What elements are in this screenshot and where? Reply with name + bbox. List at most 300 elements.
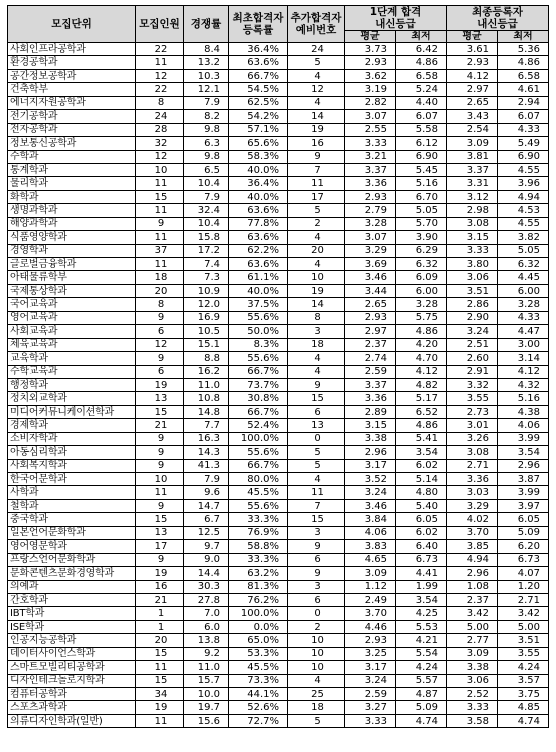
cell-quota: 11 [136, 204, 184, 217]
cell-final-max: 3.51 [498, 634, 549, 647]
cell-initial-rate: 62.5% [229, 96, 288, 109]
cell-stage1-avg: 4.46 [345, 620, 396, 633]
cell-final-max: 6.32 [498, 258, 549, 271]
cell-competition: 10.4 [184, 177, 229, 190]
cell-quota: 12 [136, 69, 184, 82]
cell-competition: 9.2 [184, 647, 229, 660]
cell-additional-number: 9 [288, 567, 345, 580]
cell-final-avg: 3.51 [447, 284, 498, 297]
cell-unit-name: 프랑스언어문화학과 [8, 553, 136, 566]
cell-stage1-avg: 3.27 [345, 701, 396, 714]
cell-competition: 7.9 [184, 96, 229, 109]
cell-stage1-avg: 1.12 [345, 580, 396, 593]
cell-stage1-max: 6.40 [396, 540, 447, 553]
cell-stage1-avg: 3.07 [345, 231, 396, 244]
cell-stage1-max: 5.58 [396, 123, 447, 136]
cell-final-avg: 3.80 [447, 258, 498, 271]
table-row [8, 486, 549, 499]
cell-final-max: 3.82 [498, 231, 549, 244]
cell-quota: 9 [136, 432, 184, 445]
cell-unit-name: 국어교육과 [8, 298, 136, 311]
cell-quota: 9 [136, 352, 184, 365]
cell-stage1-max: 5.17 [396, 392, 447, 405]
cell-quota: 28 [136, 123, 184, 136]
cell-competition: 6.7 [184, 513, 229, 526]
cell-final-max: 4.12 [498, 365, 549, 378]
cell-initial-rate: 76.2% [229, 593, 288, 606]
table-row [8, 352, 549, 365]
cell-stage1-avg: 3.73 [345, 43, 396, 56]
cell-final-max: 6.00 [498, 284, 549, 297]
cell-stage1-max: 5.05 [396, 204, 447, 217]
cell-quota: 21 [136, 593, 184, 606]
cell-additional-number: 6 [288, 553, 345, 566]
cell-final-avg: 3.61 [447, 43, 498, 56]
cell-quota: 11 [136, 177, 184, 190]
table-row [8, 190, 549, 203]
cell-stage1-max: 6.58 [396, 69, 447, 82]
cell-unit-name: 사학과 [8, 486, 136, 499]
cell-stage1-max: 4.86 [396, 325, 447, 338]
cell-stage1-max: 5.14 [396, 473, 447, 486]
cell-stage1-avg: 3.44 [345, 284, 396, 297]
cell-additional-number: 11 [288, 177, 345, 190]
cell-final-avg: 3.03 [447, 486, 498, 499]
cell-initial-rate: 65.0% [229, 634, 288, 647]
cell-unit-name: 스마트모빌리티공학과 [8, 661, 136, 674]
table-row [8, 177, 549, 190]
table-row [8, 110, 549, 123]
table-row [8, 499, 549, 512]
cell-unit-name: 의예과 [8, 580, 136, 593]
cell-competition: 7.3 [184, 271, 229, 284]
header-initial-rate [229, 6, 288, 43]
cell-unit-name: 물리학과 [8, 177, 136, 190]
cell-unit-name: 수학과 [8, 150, 136, 163]
cell-additional-number: 5 [288, 56, 345, 69]
cell-final-max: 4.85 [498, 701, 549, 714]
cell-stage1-avg: 3.17 [345, 661, 396, 674]
cell-initial-rate: 37.5% [229, 298, 288, 311]
cell-unit-name: 중국학과 [8, 513, 136, 526]
cell-unit-name: 스포츠과학과 [8, 701, 136, 714]
cell-competition: 16.2 [184, 365, 229, 378]
cell-quota: 9 [136, 553, 184, 566]
cell-final-avg: 3.32 [447, 378, 498, 391]
cell-additional-number: 10 [288, 647, 345, 660]
cell-stage1-max: 6.00 [396, 284, 447, 297]
header-stage1-max: 최저 [396, 31, 447, 43]
cell-unit-name: 화학과 [8, 190, 136, 203]
cell-competition: 15.7 [184, 674, 229, 687]
cell-initial-rate: 55.6% [229, 311, 288, 324]
cell-initial-rate: 54.5% [229, 83, 288, 96]
cell-competition: 10.0 [184, 688, 229, 701]
cell-unit-name: 간호학과 [8, 593, 136, 606]
header-competition: 경쟁률 [184, 6, 229, 43]
cell-additional-number: 5 [288, 204, 345, 217]
table-row [8, 405, 549, 418]
cell-competition: 27.8 [184, 593, 229, 606]
cell-final-avg: 4.94 [447, 553, 498, 566]
cell-initial-rate: 57.1% [229, 123, 288, 136]
table-body [8, 43, 549, 728]
cell-quota: 15 [136, 674, 184, 687]
cell-quota: 20 [136, 634, 184, 647]
cell-initial-rate: 55.6% [229, 352, 288, 365]
cell-additional-number: 3 [288, 325, 345, 338]
cell-initial-rate: 40.0% [229, 190, 288, 203]
cell-unit-name: 건축학부 [8, 83, 136, 96]
cell-final-avg: 2.51 [447, 338, 498, 351]
cell-initial-rate: 63.2% [229, 567, 288, 580]
cell-additional-number: 6 [288, 405, 345, 418]
cell-stage1-avg: 3.52 [345, 473, 396, 486]
table-row [8, 620, 549, 633]
cell-additional-number: 4 [288, 231, 345, 244]
header-additional [288, 6, 345, 43]
cell-stage1-max: 4.40 [396, 96, 447, 109]
cell-final-max: 4.47 [498, 325, 549, 338]
cell-initial-rate: 58.3% [229, 150, 288, 163]
cell-stage1-max: 6.32 [396, 258, 447, 271]
cell-stage1-avg: 3.46 [345, 271, 396, 284]
table-row [8, 311, 549, 324]
cell-stage1-max: 6.73 [396, 553, 447, 566]
header-additional-line2: 예비번호 [295, 24, 337, 36]
cell-stage1-max: 5.54 [396, 647, 447, 660]
cell-final-avg: 3.26 [447, 432, 498, 445]
cell-stage1-avg: 3.17 [345, 459, 396, 472]
cell-stage1-max: 4.25 [396, 607, 447, 620]
cell-quota: 11 [136, 661, 184, 674]
cell-final-max: 4.33 [498, 311, 549, 324]
cell-quota: 12 [136, 338, 184, 351]
cell-stage1-avg: 3.19 [345, 83, 396, 96]
cell-competition: 7.7 [184, 419, 229, 432]
cell-initial-rate: 55.6% [229, 499, 288, 512]
cell-unit-name: 일본언어문화학과 [8, 526, 136, 539]
cell-stage1-max: 6.70 [396, 190, 447, 203]
cell-stage1-max: 5.70 [396, 217, 447, 230]
cell-competition: 14.3 [184, 446, 229, 459]
cell-competition: 11.0 [184, 378, 229, 391]
cell-final-max: 6.58 [498, 69, 549, 82]
cell-final-avg: 2.52 [447, 688, 498, 701]
cell-stage1-max: 6.12 [396, 137, 447, 150]
cell-final-max: 5.16 [498, 392, 549, 405]
cell-final-avg: 2.93 [447, 56, 498, 69]
cell-final-max: 4.06 [498, 419, 549, 432]
cell-initial-rate: 33.3% [229, 513, 288, 526]
cell-competition: 7.0 [184, 607, 229, 620]
cell-quota: 10 [136, 473, 184, 486]
table-row [8, 83, 549, 96]
cell-quota: 19 [136, 378, 184, 391]
cell-unit-name: 생명과학과 [8, 204, 136, 217]
cell-final-max: 2.71 [498, 593, 549, 606]
cell-final-max: 4.55 [498, 163, 549, 176]
cell-unit-name: 의류디자인학과(일반) [8, 714, 136, 727]
cell-final-max: 4.45 [498, 271, 549, 284]
cell-final-avg: 2.37 [447, 593, 498, 606]
cell-additional-number: 9 [288, 378, 345, 391]
cell-final-avg: 2.73 [447, 405, 498, 418]
cell-competition: 41.3 [184, 459, 229, 472]
cell-final-avg: 3.85 [447, 540, 498, 553]
cell-unit-name: 공간정보공학과 [8, 69, 136, 82]
table-row [8, 432, 549, 445]
cell-stage1-avg: 3.25 [345, 647, 396, 660]
cell-stage1-max: 6.02 [396, 526, 447, 539]
cell-initial-rate: 66.7% [229, 405, 288, 418]
cell-stage1-avg: 2.97 [345, 325, 396, 338]
cell-stage1-max: 6.90 [396, 150, 447, 163]
cell-stage1-avg: 3.15 [345, 419, 396, 432]
cell-additional-number: 16 [288, 137, 345, 150]
cell-final-avg: 3.33 [447, 244, 498, 257]
cell-quota: 16 [136, 580, 184, 593]
cell-final-max: 2.94 [498, 96, 549, 109]
cell-final-avg: 2.98 [447, 204, 498, 217]
header-stage1-avg: 평균 [345, 31, 396, 43]
cell-quota: 22 [136, 43, 184, 56]
cell-final-max: 4.74 [498, 714, 549, 727]
header-final-line1: 최종등록자 [472, 6, 523, 18]
cell-quota: 9 [136, 459, 184, 472]
cell-stage1-avg: 3.37 [345, 163, 396, 176]
cell-unit-name: 사회교육과 [8, 325, 136, 338]
table-row [8, 244, 549, 257]
cell-initial-rate: 66.7% [229, 69, 288, 82]
table-row [8, 567, 549, 580]
cell-initial-rate: 36.4% [229, 177, 288, 190]
cell-quota: 6 [136, 325, 184, 338]
table-row [8, 56, 549, 69]
cell-quota: 9 [136, 217, 184, 230]
cell-stage1-avg: 2.59 [345, 365, 396, 378]
cell-quota: 21 [136, 419, 184, 432]
cell-final-avg: 3.12 [447, 190, 498, 203]
cell-stage1-avg: 3.37 [345, 378, 396, 391]
cell-stage1-max: 4.70 [396, 352, 447, 365]
cell-stage1-avg: 3.24 [345, 486, 396, 499]
cell-final-avg: 1.08 [447, 580, 498, 593]
cell-final-max: 4.94 [498, 190, 549, 203]
cell-final-avg: 2.86 [447, 298, 498, 311]
cell-quota: 17 [136, 540, 184, 553]
cell-additional-number: 2 [288, 217, 345, 230]
table-row [8, 298, 549, 311]
cell-stage1-max: 5.45 [396, 163, 447, 176]
cell-stage1-max: 6.29 [396, 244, 447, 257]
cell-quota: 11 [136, 258, 184, 271]
cell-competition: 30.3 [184, 580, 229, 593]
cell-quota: 24 [136, 110, 184, 123]
cell-competition: 9.0 [184, 553, 229, 566]
cell-competition: 6.3 [184, 137, 229, 150]
cell-competition: 7.4 [184, 258, 229, 271]
cell-competition: 13.2 [184, 56, 229, 69]
cell-quota: 15 [136, 647, 184, 660]
cell-quota: 22 [136, 83, 184, 96]
cell-stage1-max: 4.80 [396, 486, 447, 499]
cell-final-avg: 3.29 [447, 499, 498, 512]
cell-final-avg: 2.97 [447, 83, 498, 96]
cell-final-max: 5.49 [498, 137, 549, 150]
cell-quota: 11 [136, 231, 184, 244]
table-row [8, 150, 549, 163]
table-row [8, 137, 549, 150]
cell-initial-rate: 54.2% [229, 110, 288, 123]
table-row [8, 217, 549, 230]
cell-final-max: 6.73 [498, 553, 549, 566]
cell-initial-rate: 63.6% [229, 258, 288, 271]
cell-final-avg: 2.60 [447, 352, 498, 365]
cell-competition: 6.5 [184, 163, 229, 176]
cell-stage1-avg: 3.24 [345, 674, 396, 687]
cell-additional-number: 5 [288, 446, 345, 459]
cell-unit-name: 해양과학과 [8, 217, 136, 230]
cell-unit-name: 데이터사이언스학과 [8, 647, 136, 660]
cell-stage1-max: 6.42 [396, 43, 447, 56]
cell-quota: 12 [136, 150, 184, 163]
cell-additional-number: 24 [288, 43, 345, 56]
cell-competition: 16.3 [184, 432, 229, 445]
cell-unit-name: 국제통상학과 [8, 284, 136, 297]
cell-competition: 10.9 [184, 284, 229, 297]
cell-final-avg: 3.38 [447, 661, 498, 674]
cell-quota: 11 [136, 56, 184, 69]
header-final-avg: 평균 [447, 31, 498, 43]
cell-additional-number: 8 [288, 311, 345, 324]
cell-additional-number: 17 [288, 190, 345, 203]
table-row [8, 540, 549, 553]
cell-additional-number: 10 [288, 634, 345, 647]
cell-initial-rate: 81.3% [229, 580, 288, 593]
cell-initial-rate: 53.3% [229, 647, 288, 660]
cell-additional-number: 10 [288, 271, 345, 284]
header-final-grade [447, 6, 549, 31]
cell-initial-rate: 100.0% [229, 432, 288, 445]
cell-unit-name: 에너지자원공학과 [8, 96, 136, 109]
cell-additional-number: 4 [288, 674, 345, 687]
cell-competition: 32.4 [184, 204, 229, 217]
cell-final-max: 3.14 [498, 352, 549, 365]
cell-additional-number: 9 [288, 540, 345, 553]
cell-quota: 8 [136, 298, 184, 311]
cell-unit-name: 디자인테크놀로지학과 [8, 674, 136, 687]
cell-final-max: 4.24 [498, 661, 549, 674]
cell-final-avg: 3.81 [447, 150, 498, 163]
cell-quota: 13 [136, 526, 184, 539]
cell-final-avg: 3.42 [447, 607, 498, 620]
cell-stage1-max: 6.52 [396, 405, 447, 418]
cell-initial-rate: 63.6% [229, 231, 288, 244]
cell-final-max: 5.09 [498, 526, 549, 539]
table-header [8, 6, 549, 43]
cell-final-avg: 2.54 [447, 123, 498, 136]
cell-final-max: 3.57 [498, 674, 549, 687]
cell-competition: 7.9 [184, 473, 229, 486]
cell-stage1-avg: 3.62 [345, 69, 396, 82]
cell-stage1-max: 6.07 [396, 110, 447, 123]
cell-initial-rate: 63.6% [229, 204, 288, 217]
cell-final-avg: 3.70 [447, 526, 498, 539]
cell-initial-rate: 72.7% [229, 714, 288, 727]
cell-quota: 11 [136, 486, 184, 499]
cell-unit-name: 소비자학과 [8, 432, 136, 445]
cell-initial-rate: 45.5% [229, 661, 288, 674]
table-row [8, 284, 549, 297]
cell-additional-number: 7 [288, 163, 345, 176]
cell-competition: 9.7 [184, 540, 229, 553]
table-row [8, 271, 549, 284]
table-row [8, 338, 549, 351]
table-row [8, 593, 549, 606]
cell-additional-number: 20 [288, 244, 345, 257]
cell-quota: 9 [136, 311, 184, 324]
cell-competition: 9.8 [184, 150, 229, 163]
header-initial-rate-line1: 최초합격자 [232, 12, 284, 24]
cell-unit-name: 미디어커뮤니케이션학과 [8, 405, 136, 418]
cell-final-max: 4.32 [498, 378, 549, 391]
cell-quota: 19 [136, 701, 184, 714]
cell-initial-rate: 52.6% [229, 701, 288, 714]
cell-competition: 8.4 [184, 43, 229, 56]
cell-stage1-max: 4.74 [396, 714, 447, 727]
cell-final-avg: 4.02 [447, 513, 498, 526]
cell-unit-name: 글로벌금융학과 [8, 258, 136, 271]
cell-stage1-max: 4.20 [396, 338, 447, 351]
table-row [8, 163, 549, 176]
cell-additional-number: 18 [288, 338, 345, 351]
admission-results-document [7, 5, 549, 728]
cell-initial-rate: 33.3% [229, 553, 288, 566]
cell-initial-rate: 50.0% [229, 325, 288, 338]
cell-initial-rate: 77.8% [229, 217, 288, 230]
table-row [8, 258, 549, 271]
cell-initial-rate: 30.8% [229, 392, 288, 405]
cell-stage1-max: 3.54 [396, 593, 447, 606]
table-row [8, 473, 549, 486]
cell-additional-number: 4 [288, 352, 345, 365]
cell-stage1-avg: 3.09 [345, 567, 396, 580]
cell-additional-number: 15 [288, 513, 345, 526]
table-row [8, 459, 549, 472]
cell-competition: 7.9 [184, 190, 229, 203]
cell-additional-number: 2 [288, 620, 345, 633]
header-stage1-grade [345, 6, 447, 31]
cell-additional-number: 9 [288, 150, 345, 163]
cell-quota: 1 [136, 620, 184, 633]
cell-unit-name: 문화콘텐츠문화경영학과 [8, 567, 136, 580]
cell-stage1-avg: 3.38 [345, 432, 396, 445]
header-additional-line1: 추가합격자 [290, 12, 342, 24]
cell-initial-rate: 66.7% [229, 365, 288, 378]
cell-additional-number: 15 [288, 392, 345, 405]
cell-additional-number: 4 [288, 96, 345, 109]
cell-competition: 12.1 [184, 83, 229, 96]
cell-stage1-max: 4.86 [396, 419, 447, 432]
cell-stage1-avg: 3.84 [345, 513, 396, 526]
table-row [8, 123, 549, 136]
cell-unit-name: 행정학과 [8, 378, 136, 391]
cell-final-max: 3.87 [498, 473, 549, 486]
table-row [8, 701, 549, 714]
table-row [8, 634, 549, 647]
cell-quota: 8 [136, 96, 184, 109]
